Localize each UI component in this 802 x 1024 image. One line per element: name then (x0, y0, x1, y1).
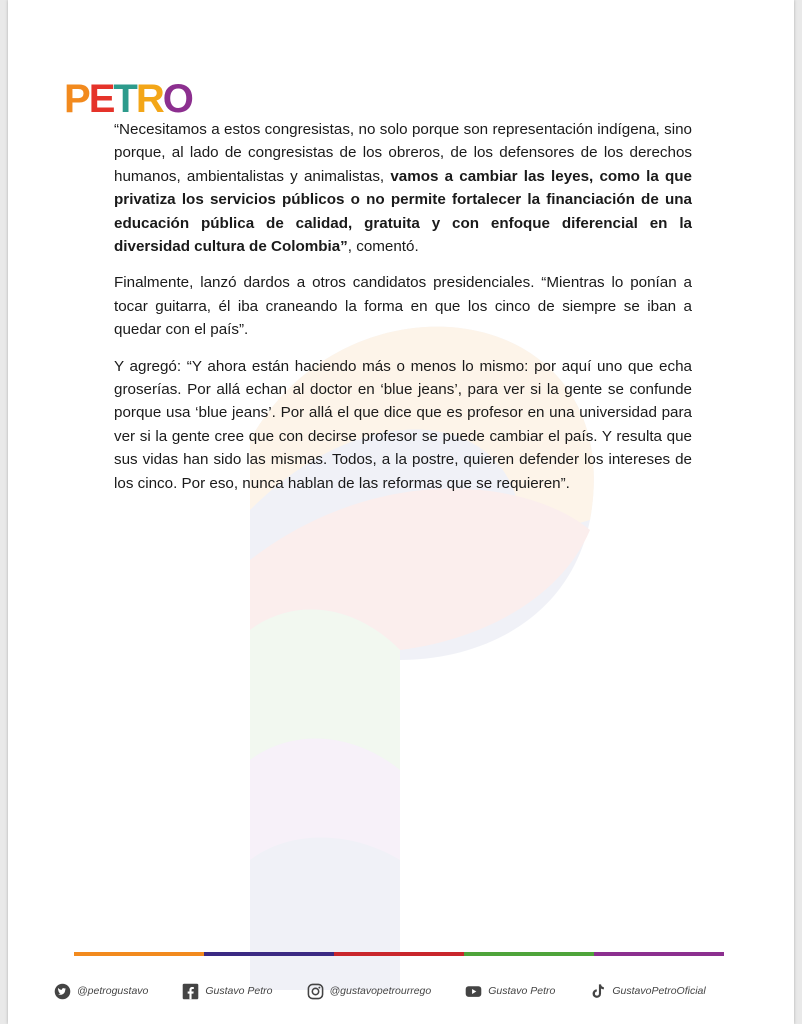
twitter-handle: @petrogustavo (77, 985, 149, 997)
paragraph-1-ending: , comentó. (347, 238, 419, 256)
divider-segment-orange (74, 952, 204, 956)
facebook-name: Gustavo Petro (205, 985, 273, 997)
footer-youtube[interactable] (465, 983, 555, 1000)
twitter-icon (54, 983, 71, 1000)
logo-letter-e: E (88, 77, 114, 118)
logo-letter-p: P (64, 77, 89, 118)
facebook-icon (182, 983, 199, 1000)
document-page (8, 0, 794, 1024)
divider-segment-purple (594, 952, 724, 956)
divider-segment-navy (204, 952, 334, 956)
paragraph-1-text: “Necesitamos a estos congresistas, no solo porque son representación indígena, sino porque, al lado de congresistas de los obreros, de los defensores de los derechos humanos, ambientalistas y animalistas, (114, 121, 692, 185)
divider-segment-green (464, 952, 594, 956)
instagram-icon (307, 983, 324, 1000)
footer-tiktok[interactable] (589, 983, 705, 1000)
paragraph-quote-congresistas (114, 118, 692, 258)
paragraph-agrego: Y agregó: “Y ahora están haciendo más o menos lo mismo: por aquí uno que echa groserías. Por allá echan al doctor en ‘blue jeans’, para ver si la gente se confunde porque usa ‘blue jeans’. Por allá el que dice que es profesor en una universidad para ver si la gente cree que con decirse profesor se puede cambiar el país. Y resulta que sus vidas han sido las mismas. Todos, a la postre, quieren defender los intereses de los cinco. Por eso, nunca hablan de las reformas que se requieren”. (114, 357, 692, 492)
petro-logo (64, 76, 196, 118)
color-divider (74, 952, 724, 956)
footer-twitter[interactable] (54, 983, 148, 1000)
paragraph-1-bold-text: vamos a cambiar las leyes, como la que privatiza los servicios públicos o no permite fortalecer la financiación de una educación pública de calidad, gratuita y con enfoque diferencial en la diversidad cultura de Colombia” (114, 167, 692, 256)
logo-letter-t: T (113, 77, 136, 118)
social-footer (54, 979, 754, 1003)
youtube-channel: Gustavo Petro (488, 985, 556, 997)
instagram-handle: @gustavopetrourrego (329, 985, 432, 997)
divider-segment-red (334, 952, 464, 956)
article-body (114, 118, 692, 508)
svg-text:PETRO (64, 77, 193, 118)
tiktok-handle: GustavoPetroOficial (612, 985, 706, 997)
youtube-icon (465, 983, 482, 1000)
paragraph-candidatos: Finalmente, lanzó dardos a otros candidatos presidenciales. “Mientras lo ponían a tocar guitarra, él iba craneando la forma en que los cinco de siempre se iban a quedar con el país”. (114, 274, 692, 339)
logo-letter-r: R (135, 77, 163, 118)
footer-facebook[interactable] (182, 983, 272, 1000)
logo-letter-o: O (162, 77, 192, 118)
footer-instagram[interactable] (307, 983, 432, 1000)
tiktok-icon (589, 983, 606, 1000)
